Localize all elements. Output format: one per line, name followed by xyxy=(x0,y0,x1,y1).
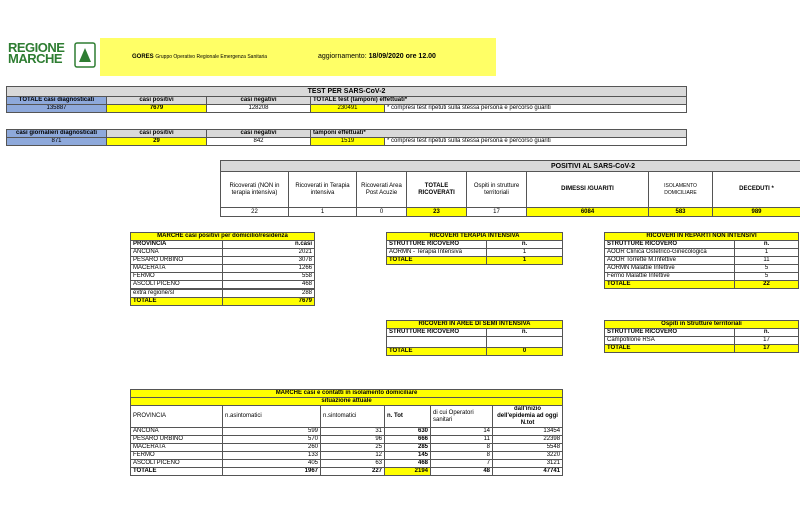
semi-empty xyxy=(387,337,487,348)
isol-row xyxy=(131,444,563,452)
isol-cell: 285 xyxy=(385,444,431,452)
daily-h4: tamponi effettuati* xyxy=(311,130,687,138)
ti-title: RICOVERI TERAPIA INTENSIVA xyxy=(387,233,563,241)
logo-line-2: MARCHE xyxy=(8,51,63,66)
org-full: Gruppo Operativo Regionale Emergenza Sanitaria xyxy=(155,54,268,60)
positivi-table xyxy=(220,160,800,217)
ti-row-label: AORMN - Terapia Intensiva xyxy=(387,249,487,257)
nonint-h1: STRUTTURE RICOVERO xyxy=(605,241,735,249)
isol-total-0: TOTALE xyxy=(131,468,223,476)
domicilio-row-value: 3078 xyxy=(223,257,315,265)
domicilio-row-label: extra regione/sl xyxy=(131,290,223,298)
test-v1: 135887 xyxy=(7,105,107,113)
ti-total-label: TOTALE xyxy=(387,257,487,265)
semi-title: RICOVERI IN AREE DI SEMI INTENSIVA xyxy=(387,321,563,329)
positivi-h-2: Ricoverati Area Post Acuzie xyxy=(357,172,407,208)
isol-total-4: 48 xyxy=(431,468,493,476)
nonint-row-0: AOOR Clinica Ostetrico-Ginecologica xyxy=(605,249,735,257)
nonint-h2: n. xyxy=(735,241,799,249)
isol-cell: 63 xyxy=(321,460,385,468)
isol-cell: 12 xyxy=(321,452,385,460)
domicilio-row-label: MACERATA xyxy=(131,265,223,273)
isol-cell: PESARO URBINO xyxy=(131,436,223,444)
positivi-h-6: ISOLAMENTO DOMICILIARE xyxy=(649,172,713,208)
ti-h2: n. xyxy=(487,241,563,249)
isol-title: MARCHE casi e contatti in isolamento domiciliare xyxy=(131,390,563,398)
isol-cell: 468 xyxy=(385,460,431,468)
isol-row xyxy=(131,452,563,460)
test-h2: casi positivi xyxy=(107,97,207,105)
isol-cell: 96 xyxy=(321,436,385,444)
nonint-total: 22 xyxy=(735,281,799,289)
update-label: aggiornamento: xyxy=(318,53,367,60)
test-h4: TOTALE test (tamponi) effettuati* xyxy=(311,97,687,105)
isol-cell: ASCOLI PICENO xyxy=(131,460,223,468)
regione-marche-logo xyxy=(8,42,98,72)
semi-h1: STRUTTURE RICOVERO xyxy=(387,329,487,337)
positivi-h-5: DIMESSI /GUARITI xyxy=(527,172,649,208)
positivi-h-7: DECEDUTI * xyxy=(713,172,800,208)
test-h3: casi negativi xyxy=(207,97,311,105)
positivi-v-5: 6084 xyxy=(527,208,649,217)
isol-cell: 3121 xyxy=(493,460,563,468)
positivi-h-3: TOTALE RICOVERATI xyxy=(407,172,467,208)
isol-h-5: dall'inizio dell'epidemia ad oggi N.tot xyxy=(493,406,563,428)
logo-line-1: REGIONE xyxy=(8,40,65,55)
daily-v4: 1519 xyxy=(311,138,385,146)
positivi-v-2: 0 xyxy=(357,208,407,217)
positivi-h-0: Ricoverati (NON in terapia intensiva) xyxy=(221,172,289,208)
nonint-title: RICOVERI IN REPARTI NON INTENSIVI xyxy=(605,233,799,241)
domicilio-row-label: ANCONA xyxy=(131,249,223,257)
domicilio-table xyxy=(130,232,315,306)
nonint-row-3: Fermo Malattie Infettive xyxy=(605,273,735,281)
domicilio-row-value: 2021 xyxy=(223,249,315,257)
isol-h-3: n. Tot xyxy=(385,406,431,428)
domicilio-h1: PROVINCIA xyxy=(131,241,223,249)
daily-h2: casi positivi xyxy=(107,130,207,138)
test-v3: 128208 xyxy=(207,105,311,113)
isol-total-3: 2194 xyxy=(385,468,431,476)
positivi-v-7: 989 xyxy=(713,208,800,217)
daily-h3: casi negativi xyxy=(207,130,311,138)
daily-v2: 29 xyxy=(107,138,207,146)
domicilio-row-label: ASCOLI PICENO xyxy=(131,281,223,289)
test-note: * compresi test ripetuti sulla stessa persona e percorso guariti xyxy=(385,105,687,113)
daily-v3: 842 xyxy=(207,138,311,146)
daily-note: * compresi test ripetuti sulla stessa persona e percorso guariti xyxy=(385,138,687,146)
nonint-table xyxy=(604,232,799,289)
isol-cell: 133 xyxy=(223,452,321,460)
isol-cell: 5548 xyxy=(493,444,563,452)
isol-total-5: 47741 xyxy=(493,468,563,476)
terr-total: 17 xyxy=(735,345,799,353)
positivi-v-4: 17 xyxy=(467,208,527,217)
positivi-h-1: Ricoverati in Terapia intensiva xyxy=(289,172,357,208)
positivi-v-6: 583 xyxy=(649,208,713,217)
daily-h1: casi giornalieri diagnosticati xyxy=(7,130,107,138)
update-line xyxy=(318,53,436,60)
terr-h1: STRUTTURE RICOVERO xyxy=(605,329,735,337)
domicilio-total: 7679 xyxy=(223,298,315,306)
isol-row xyxy=(131,428,563,436)
terr-h2: n. xyxy=(735,329,799,337)
isol-h-1: n.asintomatici xyxy=(223,406,321,428)
isol-cell: 22398 xyxy=(493,436,563,444)
positivi-h-4: Ospiti in strutture territoriali xyxy=(467,172,527,208)
domicilio-row-value: 558 xyxy=(223,273,315,281)
isol-subtitle: situazione attuale xyxy=(131,398,563,406)
nonint-val-1: 11 xyxy=(735,257,799,265)
update-value: 18/09/2020 ore 12.00 xyxy=(368,53,436,60)
ti-table xyxy=(386,232,563,265)
isol-cell: 570 xyxy=(223,436,321,444)
test-table xyxy=(6,86,687,113)
domicilio-total-label: TOTALE xyxy=(131,298,223,306)
domicilio-row-label: FERMO xyxy=(131,273,223,281)
ti-row-value: 1 xyxy=(487,249,563,257)
isol-cell: 3220 xyxy=(493,452,563,460)
terr-total-label: TOTALE xyxy=(605,345,735,353)
terr-row: Campofilone RSA xyxy=(605,337,735,345)
positivi-v-1: 1 xyxy=(289,208,357,217)
isol-total-1: 1967 xyxy=(223,468,321,476)
isol-h-4: di cui Operatori sanitari xyxy=(431,406,493,428)
semi-empty-val xyxy=(487,337,563,348)
isol-cell: MACERATA xyxy=(131,444,223,452)
daily-table xyxy=(6,129,687,146)
ti-h1: STRUTTURE RICOVERO xyxy=(387,241,487,249)
domicilio-row-value: 288 xyxy=(223,290,315,298)
domicilio-row-value: 468 xyxy=(223,281,315,289)
semi-total: 0 xyxy=(487,348,563,356)
nonint-val-3: 5 xyxy=(735,273,799,281)
isol-row xyxy=(131,436,563,444)
test-v4: 230491 xyxy=(311,105,385,113)
isol-cell: 8 xyxy=(431,444,493,452)
isol-cell: 145 xyxy=(385,452,431,460)
isol-cell: 405 xyxy=(223,460,321,468)
domicilio-row-label: PESARO URBINO xyxy=(131,257,223,265)
test-h1: TOTALE casi diagnosticati xyxy=(7,97,107,105)
isol-cell: 13454 xyxy=(493,428,563,436)
domicilio-h2: n.casi xyxy=(223,241,315,249)
isol-total-2: 227 xyxy=(321,468,385,476)
positivi-v-3: 23 xyxy=(407,208,467,217)
isol-cell: FERMO xyxy=(131,452,223,460)
org-line xyxy=(132,54,267,60)
positivi-v-0: 22 xyxy=(221,208,289,217)
nonint-total-label: TOTALE xyxy=(605,281,735,289)
nonint-row-1: AOOR Torrette M.Infettive xyxy=(605,257,735,265)
isol-h-2: n.sintomatici xyxy=(321,406,385,428)
ti-total: 1 xyxy=(487,257,563,265)
semi-total-label: TOTALE xyxy=(387,348,487,356)
domicilio-row-value: 1266 xyxy=(223,265,315,273)
isol-cell: 31 xyxy=(321,428,385,436)
org-abbr: GORES xyxy=(132,54,154,60)
isol-cell: 260 xyxy=(223,444,321,452)
isol-cell: 14 xyxy=(431,428,493,436)
semi-table xyxy=(386,320,563,356)
isol-cell: 599 xyxy=(223,428,321,436)
positivi-title: POSITIVI AL SARS-CoV-2 xyxy=(221,161,800,172)
isol-table xyxy=(130,389,563,476)
isol-cell: 25 xyxy=(321,444,385,452)
isol-row xyxy=(131,460,563,468)
nonint-val-0: 1 xyxy=(735,249,799,257)
test-title: TEST PER SARS-CoV-2 xyxy=(7,87,687,97)
terr-val: 17 xyxy=(735,337,799,345)
isol-cell: 8 xyxy=(431,452,493,460)
isol-cell: ANCONA xyxy=(131,428,223,436)
terr-table xyxy=(604,320,799,353)
isol-cell: 630 xyxy=(385,428,431,436)
isol-h-0: PROVINCIA xyxy=(131,406,223,428)
semi-h2: n. xyxy=(487,329,563,337)
isol-cell: 666 xyxy=(385,436,431,444)
isol-cell: 11 xyxy=(431,436,493,444)
terr-title: Ospiti in Strutture territoriali xyxy=(605,321,799,329)
nonint-row-2: AORMN Malattie Infettive xyxy=(605,265,735,273)
nonint-val-2: 5 xyxy=(735,265,799,273)
domicilio-title: MARCHE casi positivi per domicilio/residenza xyxy=(131,233,315,241)
regional-crest-icon xyxy=(74,42,96,68)
daily-v1: 871 xyxy=(7,138,107,146)
isol-cell: 7 xyxy=(431,460,493,468)
test-v2: 7679 xyxy=(107,105,207,113)
